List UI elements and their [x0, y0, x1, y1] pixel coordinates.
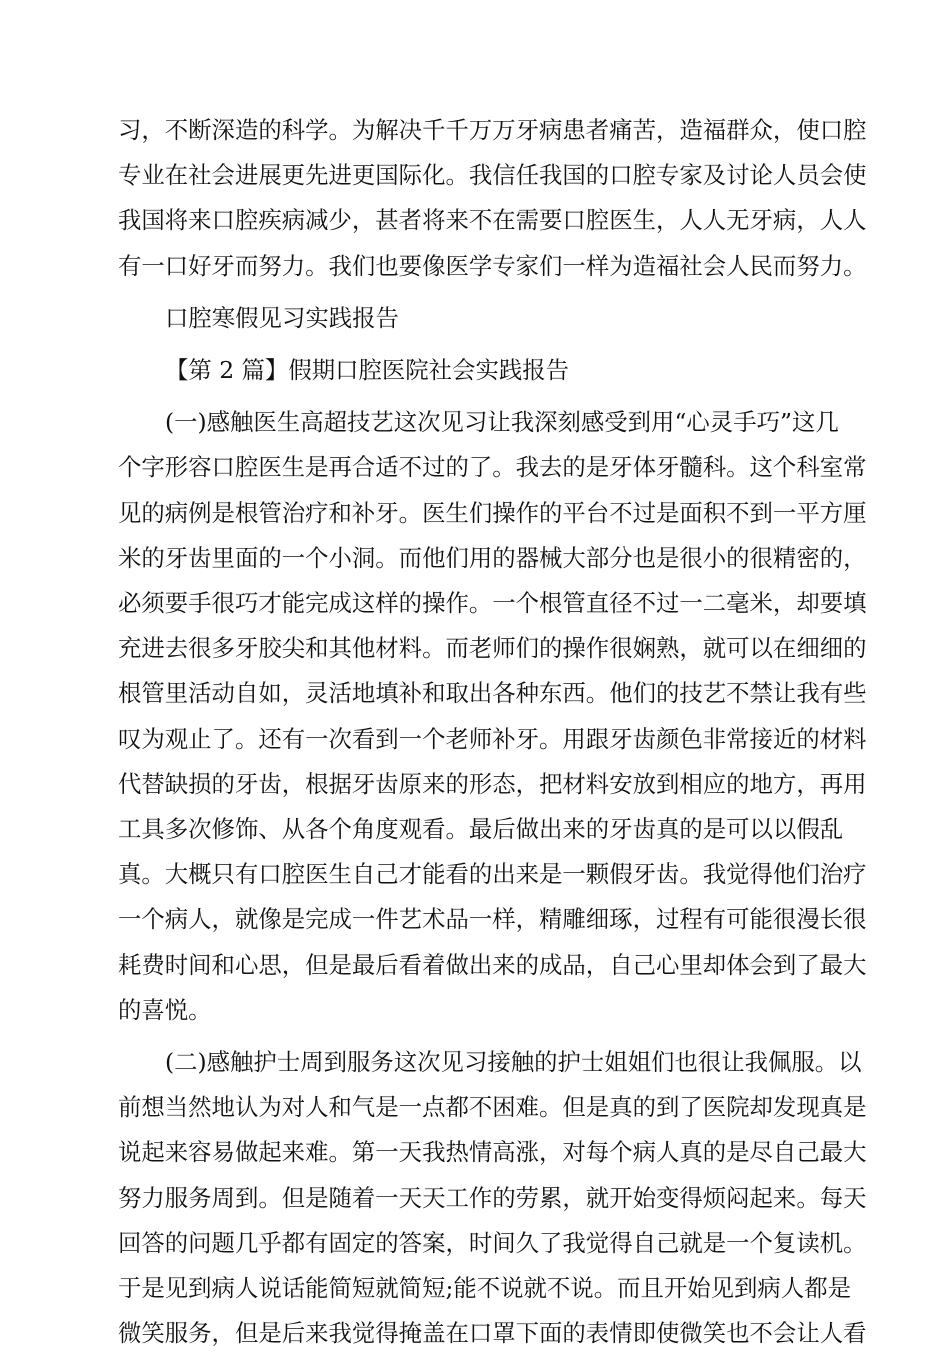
paragraph-doctor-skills — [118, 400, 867, 1033]
text-line: 前想当然地认为对人和气是一点都不困难。但是真的到了医院却发现真是 — [118, 1093, 867, 1122]
text-line: 米的牙齿里面的一个小洞。而他们用的器械大部分也是很小的很精密的， — [118, 543, 867, 572]
text-line: 耗费时间和心思，但是最后看着做出来的成品，自己心里却体会到了最大 — [118, 950, 867, 979]
text-line: 专业在社会进展更先进更国际化。我信任我国的口腔专家及讨论人员会使 — [118, 161, 867, 190]
section-title: 口腔寒假见习实践报告 — [165, 303, 399, 332]
text-line: 微笑服务，但是后来我觉得掩盖在口罩下面的表情即使微笑也不会让人看 — [118, 1319, 867, 1348]
text-line: 一个病人，就像是完成一件艺术品一样，精雕细琢，过程有可能很漫长很 — [118, 905, 867, 934]
text-line: 的喜悦。 — [118, 995, 212, 1024]
text-line: 努力服务周到。但是随着一天天工作的劳累，就开始变得烦闷起来。每天 — [118, 1183, 867, 1212]
text-line: 我国将来口腔疾病减少，甚者将来不在需要口腔医生，人人无牙病，人人 — [118, 206, 867, 235]
text-line: 有一口好牙而努力。我们也要像医学专家们一样为造福社会人民而努力。 — [118, 251, 867, 280]
text-line: 真。大概只有口腔医生自己才能看的出来是一颗假牙齿。我觉得他们治疗 — [118, 860, 867, 889]
text-line: (一)感触医生高超技艺这次见习让我深刻感受到用“心灵手巧”这几 — [165, 408, 839, 437]
text-line: 习，不断深造的科学。为解决千千万万牙病患者痛苦，造福群众，使口腔 — [118, 116, 867, 144]
text-line: 说起来容易做起来难。第一天我热情高涨，对每个病人真的是尽自己最大 — [118, 1138, 867, 1167]
text-line: 根管里活动自如，灵活地填补和取出各种东西。他们的技艺不禁让我有些 — [118, 679, 867, 708]
text-line: (二)感触护士周到服务这次见习接触的护士姐姐们也很让我佩服。以 — [165, 1048, 862, 1077]
text-line: 个字形容口腔医生是再合适不过的了。我去的是牙体牙髓科。这个科室常 — [118, 453, 867, 482]
article-title: 【第 2 篇】假期口腔医院社会实践报告 — [165, 356, 570, 385]
paragraph-conclusion — [118, 108, 867, 289]
text-line: 必须要手很巧才能完成这样的操作。一个根管直径不过一二毫米，却要填 — [118, 589, 867, 618]
document-body — [118, 108, 867, 1356]
text-line: 叹为观止了。还有一次看到一个老师补牙。用跟牙齿颜色非常接近的材料 — [118, 724, 867, 753]
text-line: 代替缺损的牙齿，根据牙齿原来的形态，把材料安放到相应的地方，再用 — [118, 769, 867, 798]
paragraph-nurse-service — [118, 1040, 867, 1356]
text-line: 回答的问题几乎都有固定的答案，时间久了我觉得自己就是一个复读机。 — [118, 1228, 867, 1257]
text-line: 充进去很多牙胶尖和其他材料。而老师们的操作很娴熟，就可以在细细的 — [118, 634, 867, 663]
text-line: 工具多次修饰、从各个角度观看。最后做出来的牙齿真的是可以以假乱 — [118, 815, 844, 844]
text-line: 见的病例是根管治疗和补牙。医生们操作的平台不过是面积不到一平方厘 — [118, 498, 867, 527]
text-line: 于是见到病人说话能简短就简短;能不说就不说。而且开始见到病人都是 — [118, 1274, 851, 1303]
